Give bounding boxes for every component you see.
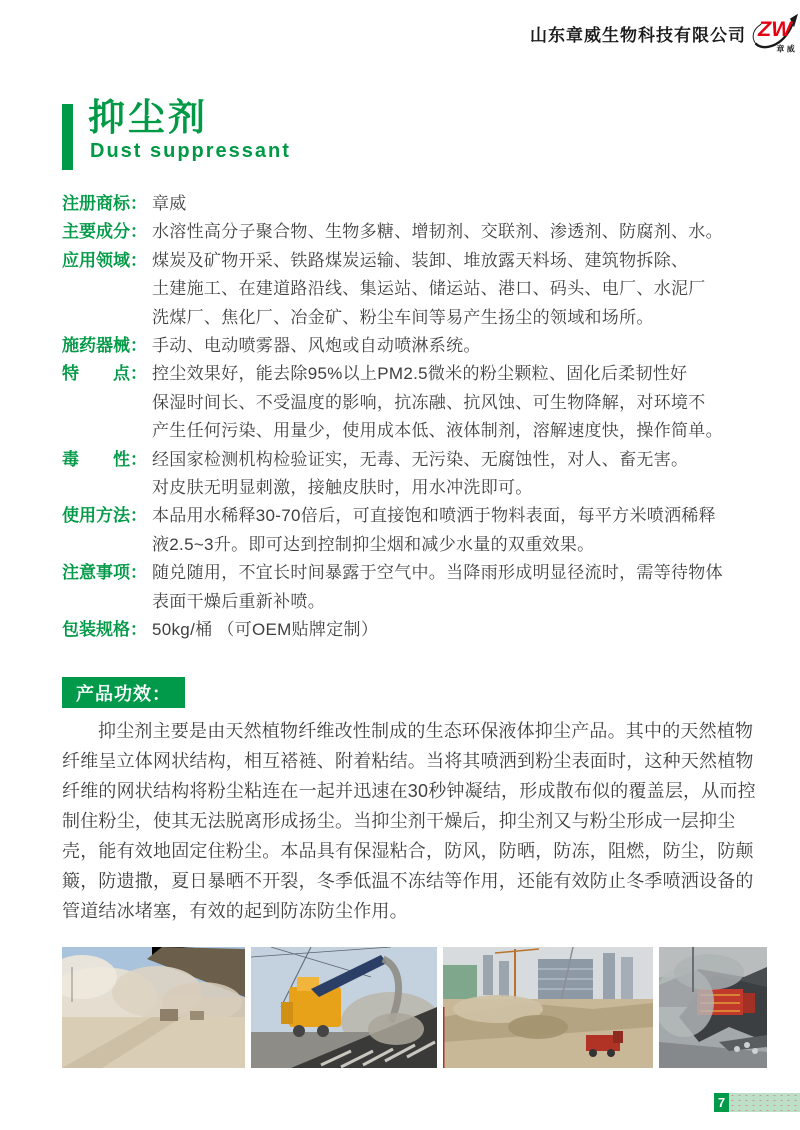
- spec-content: [152, 502, 768, 559]
- spec-line: 产生任何污染、用量少，使用成本低、液体制剂，溶解速度快，操作简单。: [152, 421, 723, 441]
- spec-label: 包装规格：: [62, 620, 147, 640]
- logo-subtext: 章威: [776, 44, 798, 54]
- spec-line: 本品用水稀释30-70倍后，可直接饱和喷洒于物料表面，每平方米喷洒稀释: [152, 506, 716, 526]
- spec-row: [62, 559, 768, 616]
- spec-label: 毒 性：: [62, 449, 147, 469]
- spec-content: [152, 247, 768, 332]
- spec-row: [62, 190, 768, 218]
- title-accent-bar: [62, 104, 73, 170]
- spec-content: [152, 218, 768, 246]
- spec-content: [152, 190, 768, 218]
- construction-site-photo: [443, 947, 653, 1068]
- spec-content: [152, 360, 768, 445]
- spec-row: [62, 502, 768, 559]
- spec-label: 使用方法：: [62, 506, 147, 526]
- spec-line: 水溶性高分子聚合物、生物多糖、增韧剂、交联剂、渗透剂、防腐剂、水。: [152, 222, 723, 242]
- paragraph-line: 抑尘剂主要是由天然植物纤维改性制成的生态环保液体抑尘产品。其中的天然植物: [98, 721, 754, 741]
- spec-line: 表面干燥后重新补喷。: [152, 591, 325, 611]
- spec-line: 经国家检测机构检验证实，无毒、无污染、无腐蚀性，对人、畜无害。: [152, 449, 689, 469]
- logo-letters: ZW: [758, 16, 792, 42]
- spec-content: [152, 616, 768, 644]
- spec-label: 主要成分：: [62, 222, 147, 242]
- paragraph-line: 簸，防遗撒，夏日暴晒不开裂，冬季低温不冻结等作用，还能有效防止冬季喷洒设备的: [62, 871, 754, 891]
- spec-label: 应用领域：: [62, 250, 147, 270]
- spec-line: 50kg/桶 （可OEM贴牌定制）: [152, 620, 379, 640]
- railway-ballast-spray-photo: [251, 947, 437, 1068]
- zw-logo-icon: [750, 8, 798, 58]
- paragraph-line: 管道结冰堵塞，有效的起到防冻防尘作用。: [62, 901, 408, 921]
- efficacy-text: [62, 716, 768, 926]
- spec-line: 煤炭及矿物开采、铁路煤炭运输、装卸、堆放露天料场、建筑物拆除、: [152, 250, 689, 270]
- photo-strip: [62, 947, 767, 1068]
- spec-line: 洗煤厂、焦化厂、冶金矿、粉尘车间等易产生扬尘的领域和场所。: [152, 307, 654, 327]
- page-number: 7: [714, 1093, 729, 1112]
- spec-label: 注册商标：: [62, 194, 147, 213]
- spec-line: 手动、电动喷雾器、风炮或自动喷淋系统。: [152, 336, 481, 356]
- spec-content: [152, 332, 768, 360]
- header: [530, 8, 798, 58]
- paragraph-line: 纤维呈立体网状结构，相互褡裢、附着粘结。当将其喷洒到粉尘表面时，这种天然植物: [62, 751, 754, 771]
- spec-list: [62, 190, 768, 645]
- spec-line: 控尘效果好，能去除95%以上PM2.5微米的粉尘颗粒、固化后柔韧性好: [152, 364, 688, 384]
- company-name: 山东章威生物科技有限公司: [530, 25, 746, 45]
- footer: [714, 1093, 800, 1112]
- spec-line: 土建施工、在建道路沿线、集运站、储运站、港口、码头、电厂、水泥厂: [152, 279, 706, 299]
- page-number-strip: [729, 1093, 800, 1112]
- spec-row: [62, 332, 768, 360]
- spec-content: [152, 446, 768, 503]
- paragraph-line: 制住粉尘，使其无法脱离形成扬尘。当抑尘剂干燥后，抑尘剂又与粉尘形成一层抑尘: [62, 811, 736, 831]
- page-title: 抑尘剂: [88, 97, 208, 138]
- spec-line: 对皮肤无明显刺激，接触皮肤时，用水冲洗即可。: [152, 478, 533, 498]
- spec-label: 施药器械：: [62, 336, 147, 356]
- spec-line: 液2.5~3升。即可达到控制抑尘烟和减少水量的双重效果。: [152, 534, 595, 554]
- spec-row: [62, 446, 768, 503]
- section-heading: 产品功效：: [62, 677, 185, 708]
- paragraph-line: 纤维的网状结构将粉尘粘连在一起并迅速在30秒钟凝结，形成散布似的覆盖层，从而控: [62, 781, 756, 801]
- paragraph-line: 壳，能有效地固定住粉尘。本品具有保湿粘合，防风，防晒，防冻，阻燃，防尘，防颠: [62, 841, 754, 861]
- coal-truck-photo: [659, 947, 767, 1068]
- spec-label: 特 点：: [62, 364, 147, 384]
- title-block: [62, 98, 291, 163]
- spec-row: [62, 360, 768, 445]
- spec-row: [62, 247, 768, 332]
- spec-row: [62, 616, 768, 644]
- dust-road-photo: [62, 947, 245, 1068]
- page-subtitle: Dust suppressant: [90, 140, 291, 162]
- spec-line: 章威: [152, 194, 187, 213]
- spec-row: [62, 218, 768, 246]
- spec-content: [152, 559, 768, 616]
- spec-line: 随兑随用，不宜长时间暴露于空气中。当降雨形成明显径流时，需等待物体: [152, 563, 723, 583]
- spec-line: 保湿时间长、不受温度的影响，抗冻融、抗风蚀、可生物降解，对环境不: [152, 392, 706, 412]
- spec-label: 注意事项：: [62, 563, 147, 583]
